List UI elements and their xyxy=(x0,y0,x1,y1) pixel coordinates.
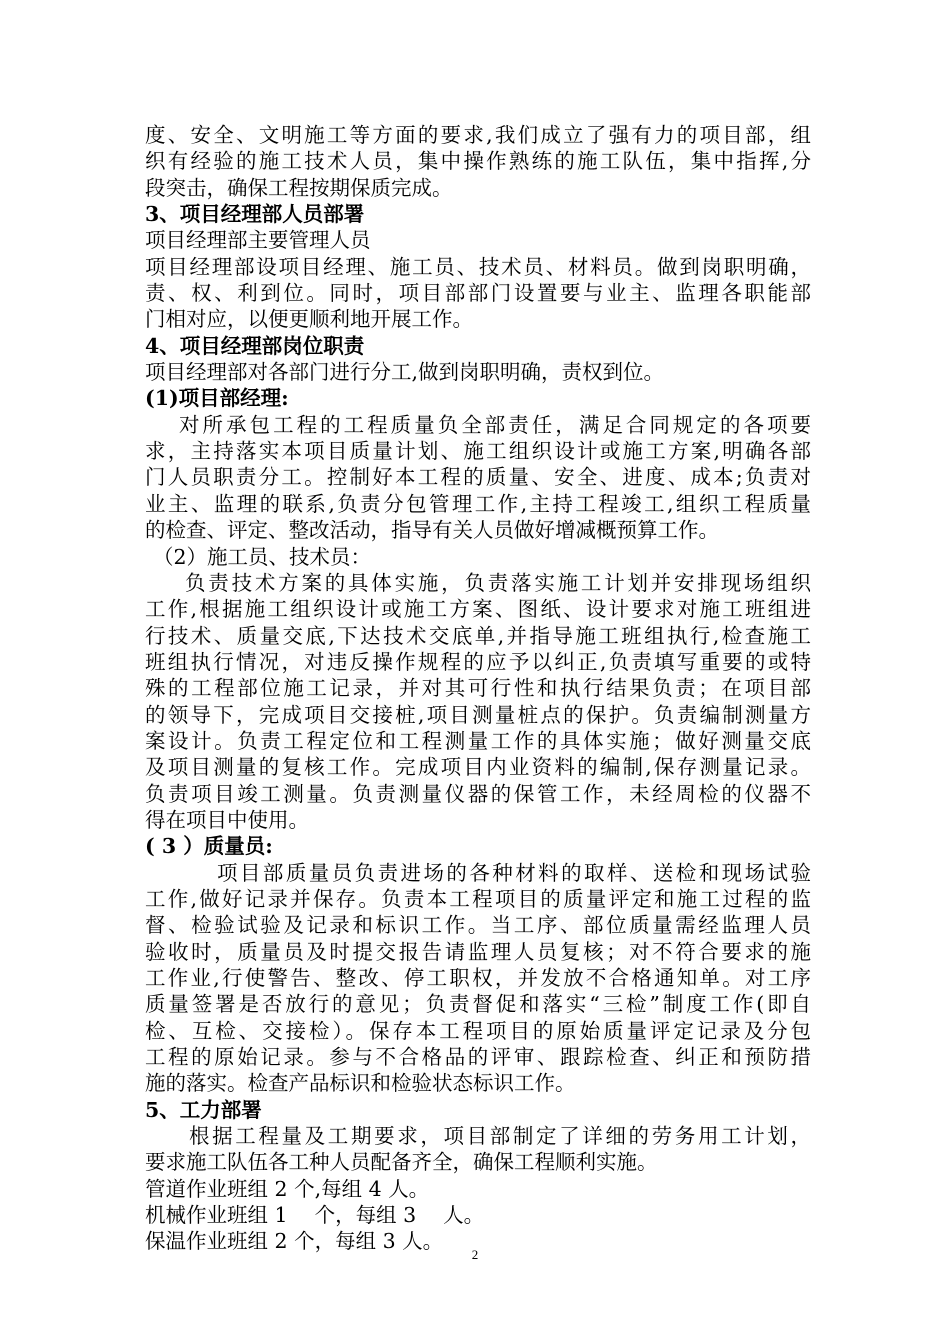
role-heading: ( 3 ）质量员: xyxy=(145,834,273,859)
paragraph-line: 督、检验试验及记录和标识工作。当工序、部位质量需经监理人员 xyxy=(145,913,811,938)
section-heading: 3、项目经理部人员部署 xyxy=(145,202,365,227)
section-heading: 5、工力部署 xyxy=(145,1097,262,1122)
paragraph-line: 及项目测量的复核工作。完成项目内业资料的编制,保存测量记录。 xyxy=(145,755,811,780)
paragraph-line: 对所承包工程的工程质量负全部责任，满足合同规定的各项要 xyxy=(179,412,811,437)
paragraph-line: 求，主持落实本项目质量计划、施工组织设计或施工方案,明确各部 xyxy=(145,439,811,464)
paragraph-line: 施的落实。检查产品标识和检验状态标识工作。 xyxy=(145,1071,576,1096)
section-heading: 4、项目经理部岗位职责 xyxy=(145,333,365,358)
paragraph-line: 门相对应，以便更顺利地开展工作。 xyxy=(145,307,473,332)
role-heading: (1)项目部经理: xyxy=(145,386,289,411)
subheading-line: 项目经理部主要管理人员 xyxy=(145,228,371,253)
paragraph-line: 的检查、评定、整改活动，指导有关人员做好增减概预算工作。 xyxy=(145,518,719,543)
paragraph-line: 工作业,行使警告、整改、停工职权，并发放不合格通知单。对工序 xyxy=(145,966,811,990)
paragraph-line: 责、权、利到位。同时，项目部部门设置要与业主、监理各职能部 xyxy=(145,281,811,306)
paragraph-line: 负责技术方案的具体实施，负责落实施工计划并安排现场组织 xyxy=(185,570,811,595)
paragraph-line: 质量签署是否放行的意见；负责督促和落实“三检”制度工作(即自 xyxy=(145,992,811,1017)
paragraph-line: 检、互检、交接检）。保存本工程项目的原始质量评定记录及分包 xyxy=(145,1018,811,1043)
paragraph-line: 工程的原始记录。参与不合格品的评审、跟踪检查、纠正和预防措 xyxy=(145,1045,811,1070)
paragraph-line: 段突击，确保工程按期保质完成。 xyxy=(145,175,453,200)
paragraph-line: 项目经理部设项目经理、施工员、技术员、材料员。做到岗职明确， xyxy=(145,254,811,279)
paragraph-line: 项目部质量员负责进场的各种材料的取样、送检和现场试验 xyxy=(217,860,811,885)
role-heading: （2）施工员、技术员： xyxy=(153,544,372,569)
paragraph-line: 项目经理部对各部门进行分工,做到岗职明确，责权到位。 xyxy=(145,360,665,385)
paragraph-line: 案设计。负责工程定位和工程测量工作的具体实施；做好测量交底 xyxy=(145,728,811,753)
paragraph-line: 行技术、质量交底,下达技术交底单,并指导施工班组执行,检查施工 xyxy=(145,623,811,648)
paragraph-line: 要求施工队伍各工种人员配备齐全，确保工程顺利实施。 xyxy=(145,1150,658,1175)
paragraph-line: 验收时，质量员及时提交报告请监理人员复核；对不符合要求的施 xyxy=(145,939,811,964)
paragraph-line: 负责项目竣工测量。负责测量仪器的保管工作，未经周检的仪器不 xyxy=(145,781,811,806)
paragraph-line: 根据工程量及工期要求，项目部制定了详细的劳务用工计划， xyxy=(189,1124,811,1149)
crew-line: 管道作业班组 2 个,每组 4 人。 xyxy=(145,1176,430,1201)
crew-line: 保温作业班组 2 个，每组 3 人。 xyxy=(145,1229,444,1254)
paragraph-line: 得在项目中使用。 xyxy=(145,807,309,832)
paragraph-line: 班组执行情况，对违反操作规程的应予以纠正,负责填写重要的或特 xyxy=(145,649,811,674)
paragraph-line: 工作,做好记录并保存。负责本工程项目的质量评定和施工过程的监 xyxy=(145,886,811,911)
paragraph-line: 工作,根据施工组织设计或施工方案、图纸、设计要求对施工班组进 xyxy=(145,597,811,622)
paragraph-line: 业主、监理的联系,负责分包管理工作,主持工程竣工,组织工程质量 xyxy=(145,491,811,516)
document-body xyxy=(145,122,811,1255)
paragraph-line: 的领导下，完成项目交接桩,项目测量桩点的保护。负责编制测量方 xyxy=(145,702,811,727)
paragraph-line: 织有经验的施工技术人员，集中操作熟练的施工队伍，集中指挥,分 xyxy=(145,149,811,174)
paragraph-line: 门人员职责分工。控制好本工程的质量、安全、进度、成本;负责对 xyxy=(145,465,811,490)
paragraph-line: 度、安全、文明施工等方面的要求,我们成立了强有力的项目部，组 xyxy=(145,123,811,147)
crew-line: 机械作业班组 1 个，每组 3 人。 xyxy=(145,1203,485,1228)
paragraph-line: 殊的工程部位施工记录，并对其可行性和执行结果负责；在项目部 xyxy=(145,676,811,701)
page-number: 2 xyxy=(471,1247,479,1262)
